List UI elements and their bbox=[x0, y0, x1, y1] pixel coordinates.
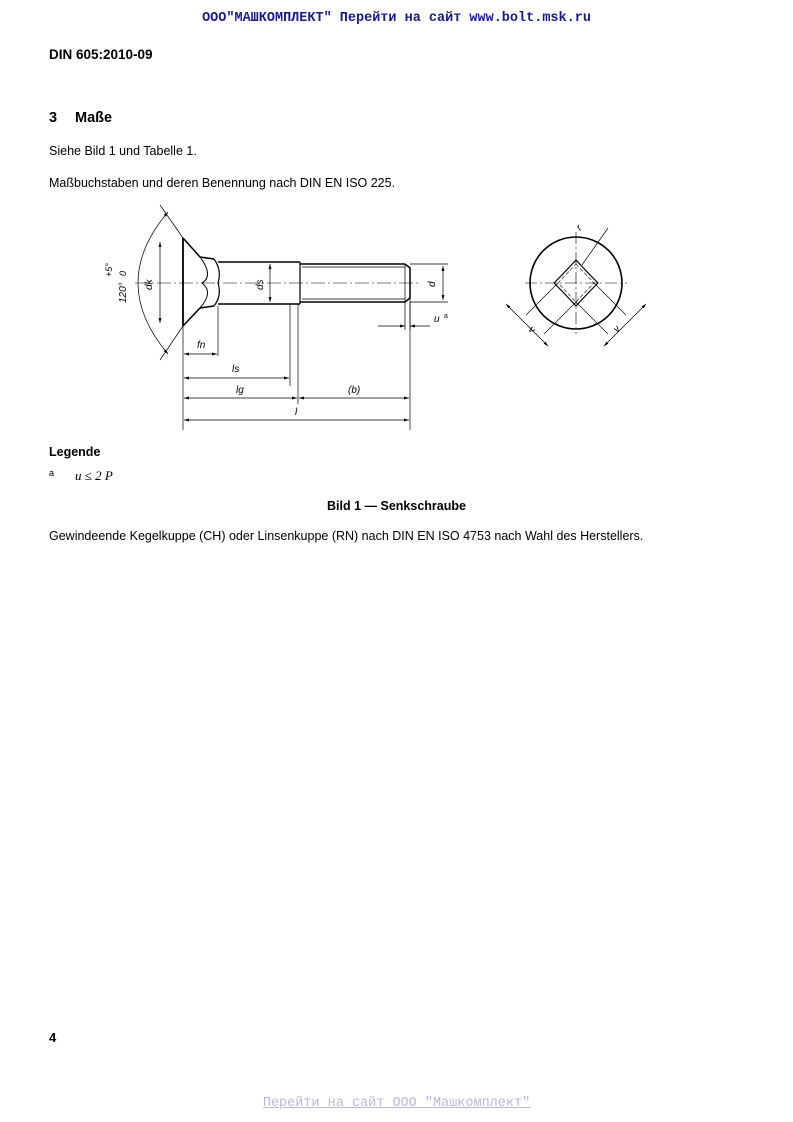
legend-mark: a bbox=[49, 468, 55, 478]
section-number: 3 bbox=[49, 110, 58, 126]
u-dimension bbox=[378, 298, 430, 330]
v-label-left: v bbox=[525, 324, 538, 336]
bolt-technical-drawing bbox=[0, 0, 793, 440]
footer-site-link[interactable]: Перейти на сайт ООО "Машкомплект" bbox=[262, 1096, 531, 1111]
dk-label: dk bbox=[144, 279, 155, 290]
page-number: 4 bbox=[49, 1030, 57, 1045]
angle-tolerance-upper: +5° bbox=[104, 263, 114, 277]
legend-row bbox=[49, 468, 113, 484]
document-id: DIN 605:2010-09 bbox=[49, 47, 153, 62]
section-title: Maße bbox=[75, 110, 113, 126]
lg-label: lg bbox=[236, 385, 244, 396]
fn-label: fn bbox=[197, 340, 206, 351]
bolt-end-view bbox=[506, 228, 646, 346]
r-label: r bbox=[574, 222, 585, 234]
angle-tolerance-lower: 0 bbox=[118, 270, 128, 276]
paragraph-notation: Maßbuchstaben und deren Benennung nach DIN EN ISO 225. bbox=[49, 176, 396, 190]
u-note-mark: a bbox=[444, 313, 448, 320]
b-label: (b) bbox=[348, 385, 361, 396]
angle-label: 120° bbox=[118, 282, 129, 303]
ls-label: ls bbox=[232, 364, 240, 375]
v-label-right: v bbox=[611, 323, 623, 336]
legend-title: Legende bbox=[49, 445, 101, 459]
u-label: u bbox=[434, 314, 440, 325]
l-label: l bbox=[295, 407, 298, 418]
ds-label: ds bbox=[255, 279, 266, 290]
d-label: d bbox=[427, 281, 438, 287]
paragraph-reference: Siehe Bild 1 und Tabelle 1. bbox=[49, 144, 197, 158]
bolt-side-view bbox=[135, 238, 420, 326]
header-site-link[interactable]: ООО"МАШКОМПЛЕКТ" Перейти на сайт www.bolt.msk.ru bbox=[202, 11, 591, 26]
figure-caption: Bild 1 — Senkschraube bbox=[327, 499, 466, 513]
paragraph-thread-end: Gewindeende Kegelkuppe (CH) oder Linsenkuppe (RN) nach DIN EN ISO 4753 nach Wahl des Herstellers. bbox=[49, 529, 644, 543]
legend-text: u ≤ 2 P bbox=[75, 468, 113, 483]
